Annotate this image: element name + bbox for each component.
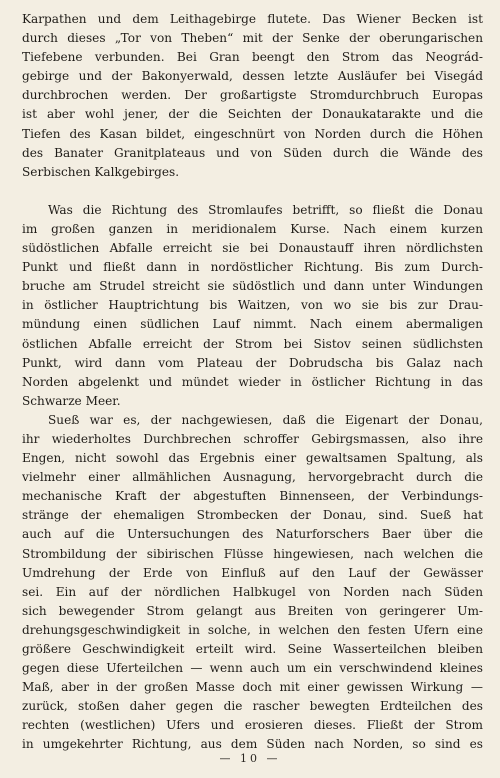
text-line: größere Geschwindigkeit erteilt wird. Seine Wasserteilchen bleiben xyxy=(22,642,483,656)
paragraph-alps-danube-gorges xyxy=(22,10,483,182)
text-line: Strombildung der sibirischen Flüsse hingewiesen, nach welchen die xyxy=(22,546,483,561)
text-line: bruche am Strudel streicht sie südöstlich und dann unter Windungen xyxy=(22,279,483,294)
text-line: sei. Ein auf der nördlichen Halbkugel von Norden nach Süden xyxy=(22,584,483,599)
text-line: Sueß war es, der nachgewiesen, daß die Eigenart der Donau, xyxy=(48,412,483,427)
text-line: ihr wiederholtes Durchbrechen schroffer Gebirgsmassen, also ihre xyxy=(22,431,483,446)
text-line: zurück, stoßen daher gegen die rascher bewegten Erdteilchen des xyxy=(22,699,483,714)
text-line: stränge der ehemaligen Strombecken der Donau, sind. Sueß hat xyxy=(22,508,483,523)
text-line: östlichen Abfalle erreicht der Strom bei Sistov seinen südlichsten xyxy=(22,336,483,351)
paragraph-gap xyxy=(22,182,483,201)
paragraph-suess-erosion xyxy=(22,411,483,755)
text-line: gebirge und der Bakonyerwald, dessen letzte Ausläufer bei Visegád xyxy=(22,69,483,84)
text-line: Serbischen Kalkgebirges. xyxy=(22,164,180,179)
text-line: Umdrehung der Erde von Einfluß auf den Lauf der Gewässer xyxy=(22,565,483,580)
text-line: in umgekehrter Richtung, aus dem Süden nach Norden, so sind es xyxy=(22,737,483,752)
text-line: in östlicher Hauptrichtung bis Waitzen, von wo sie bis zur Drau- xyxy=(22,298,483,313)
text-line: sich bewegender Strom gelangt aus Breiten von geringerer Um- xyxy=(22,603,483,618)
text-line: Engen, nicht sowohl das Ergebnis einer gewaltsamen Spaltung, als xyxy=(22,451,483,466)
text-line: auch auf die Untersuchungen des Naturforschers Baer über die xyxy=(22,527,483,542)
text-line: Schwarze Meer. xyxy=(22,393,121,408)
text-line: Punkt und fließt dann in nordöstlicher Richtung. Bis zum Durch- xyxy=(22,260,483,275)
text-line: im großen ganzen in meridionalem Kurse. Nach einem kurzen xyxy=(22,221,483,236)
text-line: gegen diese Uferteilchen — wenn auch um ein verschwindend kleines xyxy=(22,661,483,676)
text-line: ist aber wohl jener, der die Seichten der Donaukatarakte und die xyxy=(22,107,483,122)
text-line: Maß, aber in der großen Masse doch mit einer gewissen Wirkung — xyxy=(22,680,483,695)
text-line: Karpathen und dem Leithagebirge flutete. Das Wiener Becken ist xyxy=(22,12,483,26)
page-number: — 10 — xyxy=(219,752,281,765)
text-line: Was die Richtung des Stromlaufes betrifft, so fließt die Donau xyxy=(48,202,483,217)
text-line: drehungsgeschwindigkeit in solche, in welchen den festen Ufern eine xyxy=(22,622,483,637)
text-line: durch dieses „Tor von Theben“ mit der Senke der oberungarischen xyxy=(22,31,483,46)
text-line: mündung einen südlichen Lauf nimmt. Nach einem abermaligen xyxy=(22,317,483,332)
text-line: Tiefebene verbunden. Bei Gran beengt den Strom das Neográd- xyxy=(22,50,483,65)
text-line: Norden abgelenkt und mündet wieder in östlicher Richtung in das xyxy=(22,374,483,389)
text-line: durchbrochen werden. Der großartigste Stromdurchbruch Europas xyxy=(22,88,483,103)
text-line: vielmehr einer allmählichen Ausnagung, hervorgebracht durch die xyxy=(22,470,483,485)
text-line: Punkt, wird dann vom Plateau der Dobrudscha bis Galaz nach xyxy=(22,355,483,370)
text-line: südöstlichen Abfalle erreicht sie bei Donaustauff ihren nördlichsten xyxy=(22,241,483,256)
text-line: mechanische Kraft der abgestuften Binnenseen, der Verbindungs- xyxy=(22,489,483,504)
paragraph-stream-direction xyxy=(22,201,483,411)
body-text xyxy=(22,10,483,755)
text-line: Tiefen des Kasan bildet, eingeschnürt von Norden durch die Höhen xyxy=(22,126,483,141)
text-line: rechten (westlichen) Ufers und erosieren dieses. Fließt der Strom xyxy=(22,718,483,733)
text-line: des Banater Granitplateaus und von Süden durch die Wände des xyxy=(22,145,483,160)
